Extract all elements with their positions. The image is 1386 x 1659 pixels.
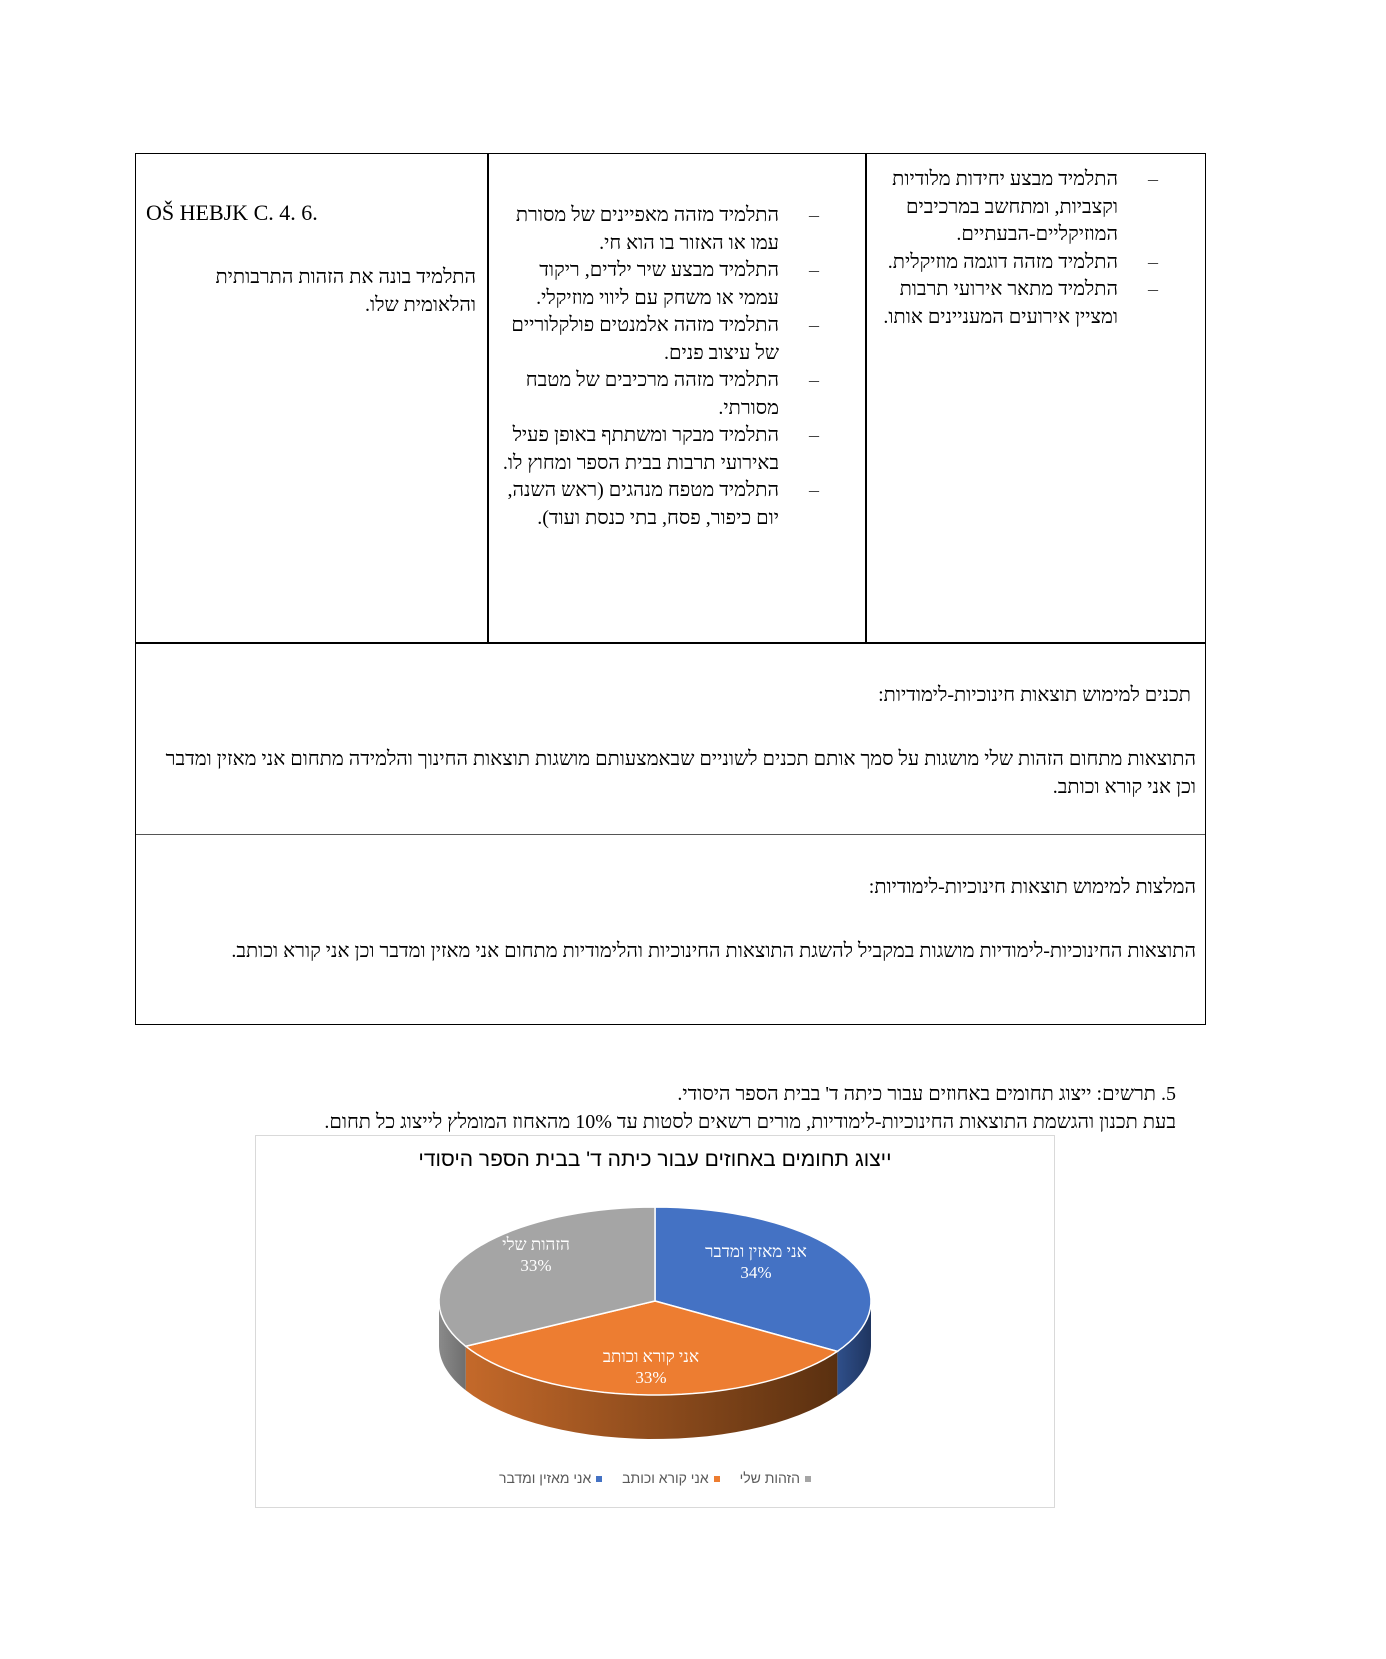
- list-item: – התלמיד מזהה מרכיבים של מטבח מסורתי.: [525, 369, 819, 419]
- legend-item-listening: אני מאזין ומדבר: [499, 1470, 602, 1486]
- column-divider: [865, 154, 867, 643]
- outcome-code: OŠ HEBJK C. 4. 6.: [146, 200, 318, 225]
- list-item: – התלמיד מבצע שיר ילדים, ריקוד עממי או משחק עם ליווי מוזיקלי.: [536, 259, 819, 309]
- slice-label-identity: הזהות שלי 33%: [502, 1235, 570, 1275]
- list-item: – התלמיד מבצע יחידות מלודיות וקצביות, ומתחשב במרכיבים המוזיקליים-הבעתיים.: [892, 168, 1158, 245]
- list-item: – התלמיד מזהה אלמנטים פולקלוריים של עיצוב פנים.: [511, 314, 819, 364]
- recommendations-heading: המלצות למימוש תוצאות חינוכיות-לימודיות:: [868, 876, 1196, 898]
- cell-culture-outcomes: [501, 202, 819, 532]
- legend-item-identity: הזהות שלי: [740, 1470, 811, 1486]
- chart-title: ייצוג תחומים באחוזים עבור כיתה ד' בבית הספר היסודי: [418, 1148, 892, 1171]
- pie-chart-svg: [256, 1136, 1056, 1509]
- column-divider: [487, 154, 489, 643]
- figure-note: בעת תכנון והגשמת התוצאות החינוכיות-לימודיות, מורים רשאים לסטות עד 10% מהאחוז המומלץ לייצוג כל תחום.: [324, 1111, 1176, 1133]
- curriculum-table: [135, 153, 1206, 1025]
- cell-music-outcomes: [876, 166, 1158, 331]
- list-item: – התלמיד מזהה דוגמה מוזיקלית.: [887, 250, 1158, 273]
- row-divider: [136, 642, 1205, 644]
- pie-chart: [255, 1135, 1055, 1508]
- chart-legend: [256, 1470, 1054, 1486]
- slice-label-reading: אני קורא וכותב 33%: [602, 1347, 700, 1387]
- list-item: – התלמיד מזהה מאפיינים של מסורת עמו או האזור בו הוא חי.: [515, 204, 819, 254]
- recommendations-text: התוצאות החינוכיות-לימודיות מושגות במקביל להשגת התוצאות החינוכיות והלימודיות מתחום אני מאזין ומדבר וכן אני קורא וכותב.: [231, 940, 1196, 962]
- slice-label-listening: אני מאזין ומדבר 34%: [705, 1242, 807, 1282]
- legend-item-reading: אני קורא וכותב: [622, 1470, 720, 1486]
- content-heading: תכנים למימוש תוצאות חינוכיות-לימודיות:: [878, 684, 1191, 706]
- legend-swatch: [714, 1476, 720, 1482]
- content-text: התוצאות מתחום הזהות שלי מושגות על סמך אותם תכנים לשוניים שבאמצעותם מושגות תוצאות החינוך והלמידה מתחום אני מאזין ומדבר וכן אני קורא וכותב.: [165, 748, 1196, 798]
- figure-caption: 5. תרשים: ייצוג תחומים באחוזים עבור כיתה ד' בבית הספר היסודי.: [677, 1083, 1176, 1105]
- list-item: – התלמיד מבקר ומשתתף באופן פעיל באירועי תרבות בבית הספר ומחוץ לו.: [502, 424, 819, 474]
- legend-swatch: [596, 1476, 602, 1482]
- legend-swatch: [805, 1476, 811, 1482]
- outcome-description: התלמיד בונה את הזהות התרבותית והלאומית שלו.: [215, 266, 476, 316]
- row-divider: [136, 834, 1205, 835]
- list-item: – התלמיד מתאר אירועי תרבות ומציין אירועים המעניינים אותו.: [883, 278, 1158, 328]
- list-item: – התלמיד מטפח מנהגים (ראש השנה, יום כיפור, פסח, בתי כנסת ועוד).: [507, 479, 819, 529]
